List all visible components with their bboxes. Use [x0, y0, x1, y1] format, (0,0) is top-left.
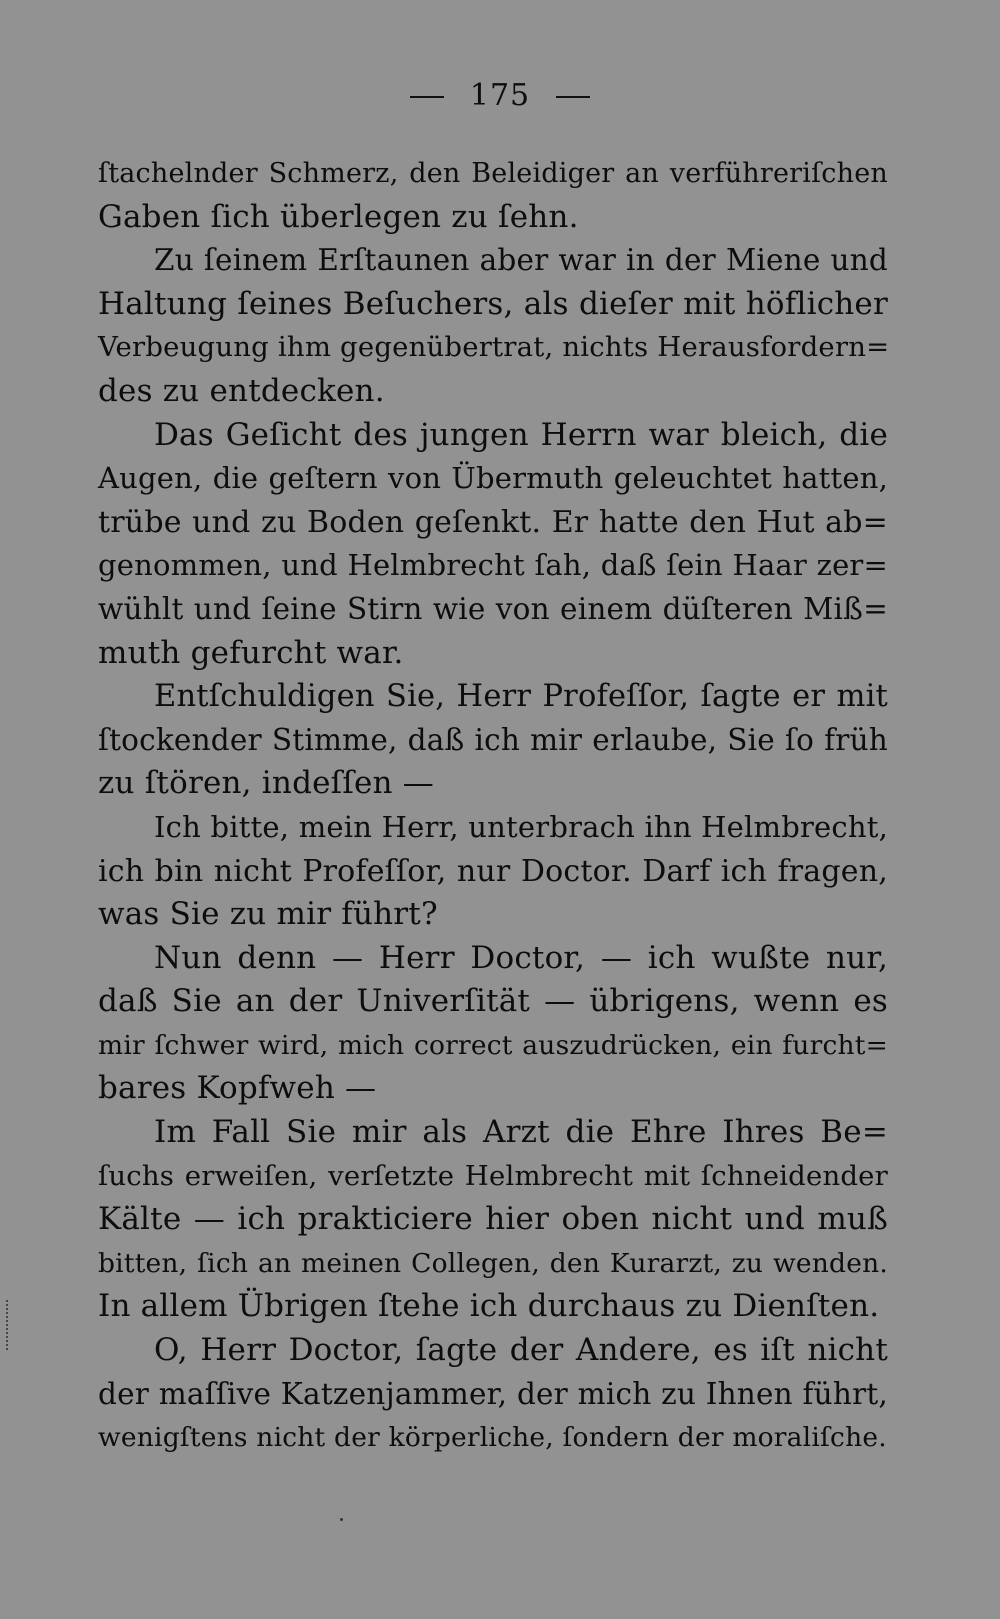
text-line: ſtockender Stimme, daß ich mir erlaube, Sie ſo früh [98, 722, 888, 757]
text-line: wühlt und ſeine Stirn wie von einem düſteren Miß= [98, 591, 888, 626]
text-line: muth gefurcht war. [98, 634, 404, 671]
text-line: ſtachelnder Schmerz, den Beleidiger an verführeriſchen [98, 158, 888, 189]
text-line: was Sie zu mir führt? [98, 896, 438, 933]
text-line: Augen, die geſtern von Übermuth geleuchtet hatten, [98, 461, 888, 496]
text-line: daß Sie an der Univerſität — übrigens, wenn es [98, 983, 888, 1020]
text-line: Kälte — ich prakticiere hier oben nicht und muß [98, 1201, 888, 1238]
margin-mark [6, 1300, 10, 1350]
text-line: Entſchuldigen Sie, Herr Profeſſor, ſagte er mit [154, 679, 888, 715]
text-line: Im Fall Sie mir als Arzt die Ehre Ihres Be= [154, 1114, 888, 1151]
text-line: ich bin nicht Profeſſor, nur Doctor. Darf ich fragen, [98, 853, 888, 889]
text-line: Haltung ſeines Beſuchers, als dieſer mit höflicher [98, 285, 888, 322]
text-line: bitten, ſich an meinen Collegen, den Kurarzt, zu wenden. [98, 1247, 888, 1279]
text-line: trübe und zu Boden geſenkt. Er hatte den Hut ab= [98, 504, 888, 540]
header-dash-right [556, 96, 590, 98]
text-line: O, Herr Doctor, ſagte der Andere, es iſt nicht [154, 1332, 888, 1369]
text-line: Das Geſicht des jungen Herrn war bleich, die [154, 416, 888, 453]
text-line: In allem Übrigen ſtehe ich durchaus zu Dienſten. [98, 1288, 880, 1325]
text-line: wenigſtens nicht der körperliche, ſondern der moraliſche. [98, 1422, 887, 1454]
text-line: ſuchs erweiſen, verſetzte Helmbrecht mit ſchneidender [98, 1159, 888, 1192]
text-line: Ich bitte, mein Herr, unterbrach ihn Helmbrecht, [154, 809, 888, 844]
text-line: zu ſtören, indeſſen — [98, 765, 434, 802]
header-dash-left [410, 96, 444, 98]
body-text [98, 152, 888, 1460]
page-header [0, 78, 1000, 113]
text-line: der maſſive Katzenjammer, der mich zu Ihnen führt, [98, 1376, 888, 1411]
text-line: des zu entdecken. [98, 372, 385, 409]
text-line: Zu ſeinem Erſtaunen aber war in der Miene und [154, 243, 888, 278]
print-speck [340, 1518, 343, 1521]
text-line: Verbeugung ihm gegenübertrat, nichts Herausfordern= [98, 331, 890, 364]
page-number: 175 [469, 78, 531, 113]
text-line: genommen, und Helmbrecht ſah, daß ſein Haar zer= [98, 548, 888, 583]
text-line: mir ſchwer wird, mich correct auszudrücken, ein furcht= [98, 1029, 888, 1061]
text-line: Nun denn — Herr Doctor, — ich wußte nur, [154, 939, 888, 976]
text-line: bares Kopfweh — [98, 1070, 377, 1107]
text-line: Gaben ſich überlegen zu ſehn. [98, 198, 579, 235]
